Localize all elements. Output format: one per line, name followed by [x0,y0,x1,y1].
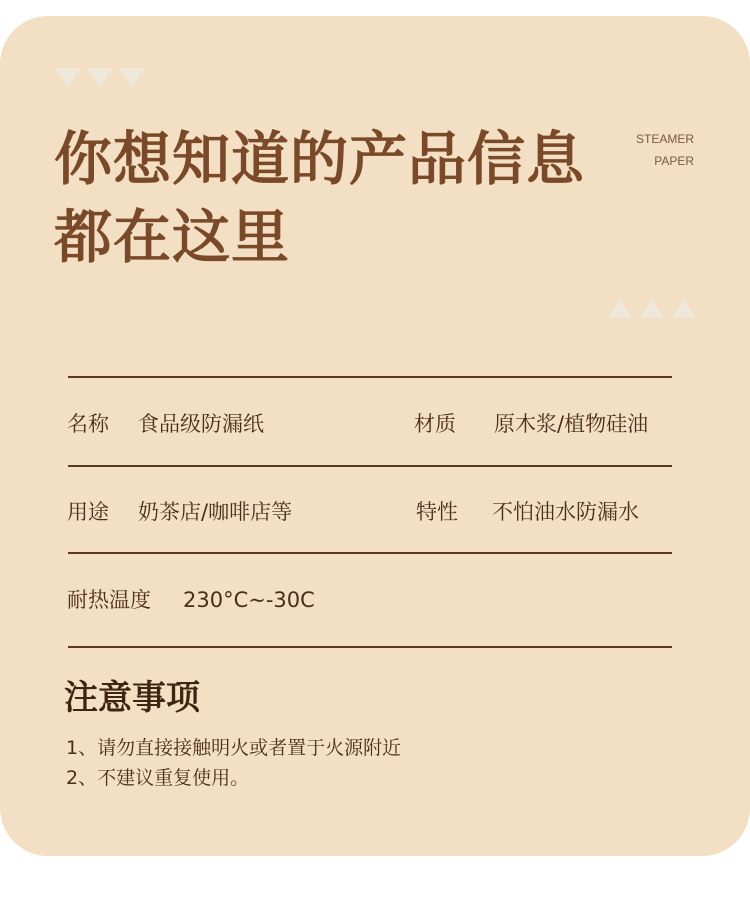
spec-feature-value: 不怕油水防漏水 [492,500,639,524]
spec-material-label: 材质 [414,412,456,436]
triangle-up-icon [672,298,696,318]
divider [68,646,672,648]
notes-title: 注意事项 [64,678,200,718]
triangle-down-icon [56,68,80,88]
triangle-down-icon [88,68,112,88]
spec-material-value: 原木浆/植物硅油 [494,412,649,436]
spec-usage-value: 奶茶店/咖啡店等 [138,500,293,524]
triangle-up-icon [608,298,632,318]
brand-line-2: PAPER [654,154,694,168]
info-card [0,16,750,856]
spec-temperature-label: 耐热温度 [67,588,151,612]
triangle-down-icon [120,68,144,88]
title-line-1: 你想知道的产品信息 [54,125,586,193]
title-line-2: 都在这里 [54,203,291,271]
divider [68,552,672,554]
spec-name-value: 食品级防漏纸 [138,412,264,436]
divider [68,376,672,378]
spec-usage-label: 用途 [67,500,109,524]
brand-label [636,128,694,172]
spec-name-label: 名称 [67,412,109,436]
note-item: 2、不建议重复使用。 [66,767,250,789]
spec-feature-label: 特性 [416,500,458,524]
note-item: 1、请勿直接接触明火或者置于火源附近 [66,737,402,759]
page-title [54,120,585,276]
decor-triangles-bottom [608,298,696,318]
spec-temperature-value: 230°C~-30C [183,588,315,612]
triangle-up-icon [640,298,664,318]
brand-line-1: STEAMER [635,132,694,146]
divider [68,465,672,467]
decor-triangles-top [56,68,144,88]
